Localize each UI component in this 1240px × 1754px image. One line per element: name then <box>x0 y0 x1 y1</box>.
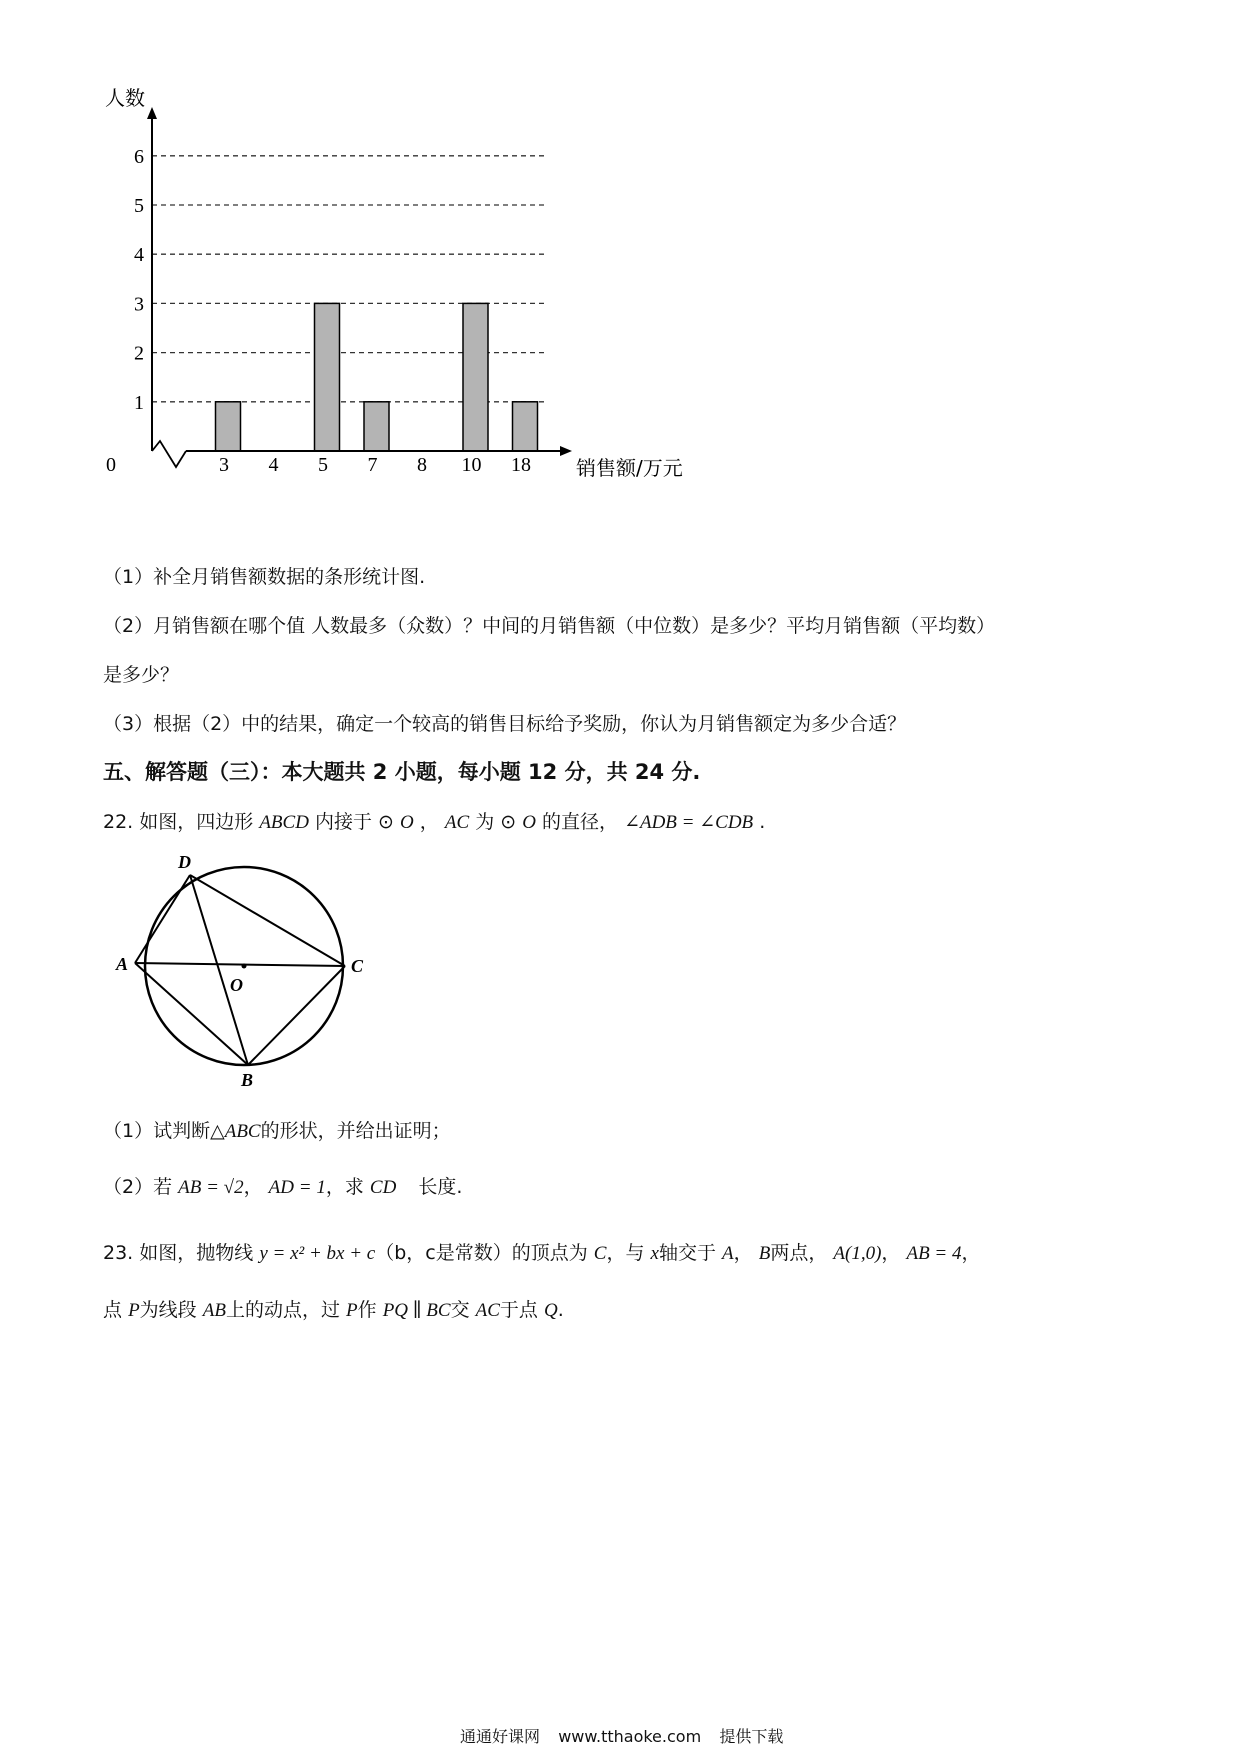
q23-text-4: 轴交于 <box>658 1242 716 1264</box>
q23-text-1: 如图，抛物线 <box>139 1242 254 1264</box>
label-d: D <box>178 852 191 872</box>
q22-text-1: 如图，四边形 <box>139 811 254 833</box>
x-tick-18: 18 <box>511 454 531 476</box>
q23-point-a: A <box>722 1243 734 1264</box>
q23-l2-text-3: 上的动点，过 <box>225 1299 340 1321</box>
q23-l2-text-4: 作 <box>357 1299 377 1321</box>
bar-3 <box>216 402 241 451</box>
q23-ab-length: AB = 4 <box>906 1243 962 1264</box>
q22-center-o-2: O <box>522 812 536 833</box>
q23-parallel-relation: PQ ∥ BC <box>382 1300 451 1321</box>
q23-point-b: B <box>758 1243 771 1264</box>
q23-text-2: （b，c是常数）的顶点为 <box>375 1242 588 1264</box>
q23-text-7: ， <box>881 1242 901 1264</box>
segment-ac <box>135 963 345 966</box>
q22-ad-value: AD = 1 <box>268 1177 326 1198</box>
q23-text-8: ， <box>961 1242 981 1264</box>
x-tick-10: 10 <box>461 454 482 476</box>
q22-text-2: 内接于 <box>314 811 372 833</box>
section-5-heading: 五、解答题（三）：本大题共 2 小题，每小题 12 分，共 24 分. <box>103 760 701 784</box>
q23-vertex-c: C <box>593 1243 607 1264</box>
q23-point-p: P <box>128 1300 140 1321</box>
footer-action: 提供下载 <box>719 1727 784 1746</box>
x-tick-5: 5 <box>318 454 328 476</box>
q22-ab-value: AB = √2 <box>178 1177 244 1198</box>
y-tick-6: 6 <box>134 145 144 168</box>
chart-bars <box>216 303 538 451</box>
q23-parabola-equation: y = x² + bx + c <box>259 1243 376 1264</box>
q23-l2-text-2: 为线段 <box>139 1299 197 1321</box>
q23-point-p-2: P <box>346 1300 358 1321</box>
y-axis-label: 人数 <box>105 86 145 110</box>
x-axis-arrow <box>560 446 572 456</box>
y-axis-arrow <box>147 107 157 119</box>
q23-l2-text-1: 点 <box>103 1299 123 1321</box>
x-tick-3: 3 <box>219 454 229 476</box>
y-tick-2: 2 <box>134 342 144 365</box>
q22-text-4: 为 <box>475 811 495 833</box>
sales-bar-chart <box>100 85 800 555</box>
q22-text-3: ， <box>419 811 439 833</box>
q22-cd: CD <box>369 1177 397 1198</box>
q21-sub2-line2: 是多少？ <box>103 664 180 686</box>
q23-l2-text-5: 交 <box>450 1299 470 1321</box>
q23-text-3: ，与 <box>606 1242 645 1264</box>
bar-18 <box>513 402 538 451</box>
q23-point-q: Q <box>543 1300 558 1321</box>
q22-quad-abcd: ABCD <box>259 812 309 833</box>
center-point <box>242 964 247 969</box>
q22-sub2-suffix: 长度. <box>418 1176 463 1198</box>
x-axis-break <box>152 441 186 467</box>
q23-line1 <box>103 1238 981 1265</box>
circle-symbol-1: ⊙ <box>378 811 394 833</box>
x-axis-label: 销售额/万元 <box>576 456 683 480</box>
q22-triangle-abc: ABC <box>224 1121 261 1142</box>
inscribed-quadrilateral-diagram <box>110 848 380 1098</box>
q23-text-6: 两点， <box>770 1242 828 1264</box>
bar-10 <box>463 303 488 451</box>
q22-sub1-suffix: 的形状，并给出证明； <box>260 1120 451 1142</box>
label-c: C <box>351 956 364 976</box>
q23-number: 23. <box>103 1242 134 1264</box>
q23-l2-text-6: 于点 <box>499 1299 538 1321</box>
q22-center-o-1: O <box>400 812 414 833</box>
q23-segment-ac: AC <box>475 1300 500 1321</box>
q22-text-5: 的直径， <box>542 811 619 833</box>
label-o: O <box>230 975 243 995</box>
page-footer <box>460 1724 783 1747</box>
footer-site-name: 通通好课网 <box>460 1727 541 1746</box>
bar-7 <box>364 402 389 451</box>
q22-text-6: . <box>759 811 766 833</box>
y-tick-labels <box>134 146 144 414</box>
y-tick-3: 3 <box>134 293 144 316</box>
q23-a-coordinate: A(1,0) <box>833 1243 882 1264</box>
q22-segment-ac: AC <box>444 812 470 833</box>
footer-url: www.tthaoke.com <box>558 1727 702 1746</box>
y-tick-4: 4 <box>134 244 144 267</box>
q22-number: 22. <box>103 811 134 833</box>
x-tick-7: 7 <box>367 454 378 476</box>
q23-segment-ab: AB <box>202 1300 226 1321</box>
q21-sub1: （1）补全月销售额数据的条形统计图. <box>103 566 426 588</box>
x-tick-4: 4 <box>268 454 279 476</box>
q23-x: x <box>650 1243 659 1264</box>
origin-label: 0 <box>106 454 116 476</box>
y-tick-1: 1 <box>134 391 144 414</box>
q22-sub2-ask: ，求 <box>325 1176 364 1198</box>
q22-sub2 <box>103 1172 462 1199</box>
triangle-symbol: △ <box>210 1120 225 1142</box>
q23-text-5: ， <box>733 1242 753 1264</box>
segment-ad <box>135 875 190 963</box>
q22-sub1 <box>103 1116 451 1143</box>
q22-stem <box>103 807 765 834</box>
x-tick-labels <box>219 454 531 476</box>
q23-l2-text-7: . <box>557 1299 564 1321</box>
bar-5 <box>315 303 340 451</box>
circle-symbol-2: ⊙ <box>500 811 517 833</box>
q21-sub3: （3）根据（2）中的结果，确定一个较高的销售目标给予奖励，你认为月销售额定为多少合适？ <box>103 713 907 735</box>
label-a: A <box>116 954 129 974</box>
label-b: B <box>241 1070 254 1090</box>
q23-line2 <box>103 1295 564 1322</box>
y-tick-5: 5 <box>134 195 144 217</box>
x-tick-8: 8 <box>417 454 427 476</box>
q22-sub1-prefix: （1）试判断 <box>103 1120 211 1142</box>
q21-sub2-line1: （2）月销售额在哪个值 人数最多（众数）？中间的月销售额（中位数）是多少？平均月销售额（平均数） <box>103 615 996 637</box>
q22-angle-equation: ∠ADB = ∠CDB <box>624 812 754 833</box>
q22-sub2-prefix: （2）若 <box>103 1176 173 1198</box>
q22-sub2-comma: ， <box>243 1176 263 1198</box>
